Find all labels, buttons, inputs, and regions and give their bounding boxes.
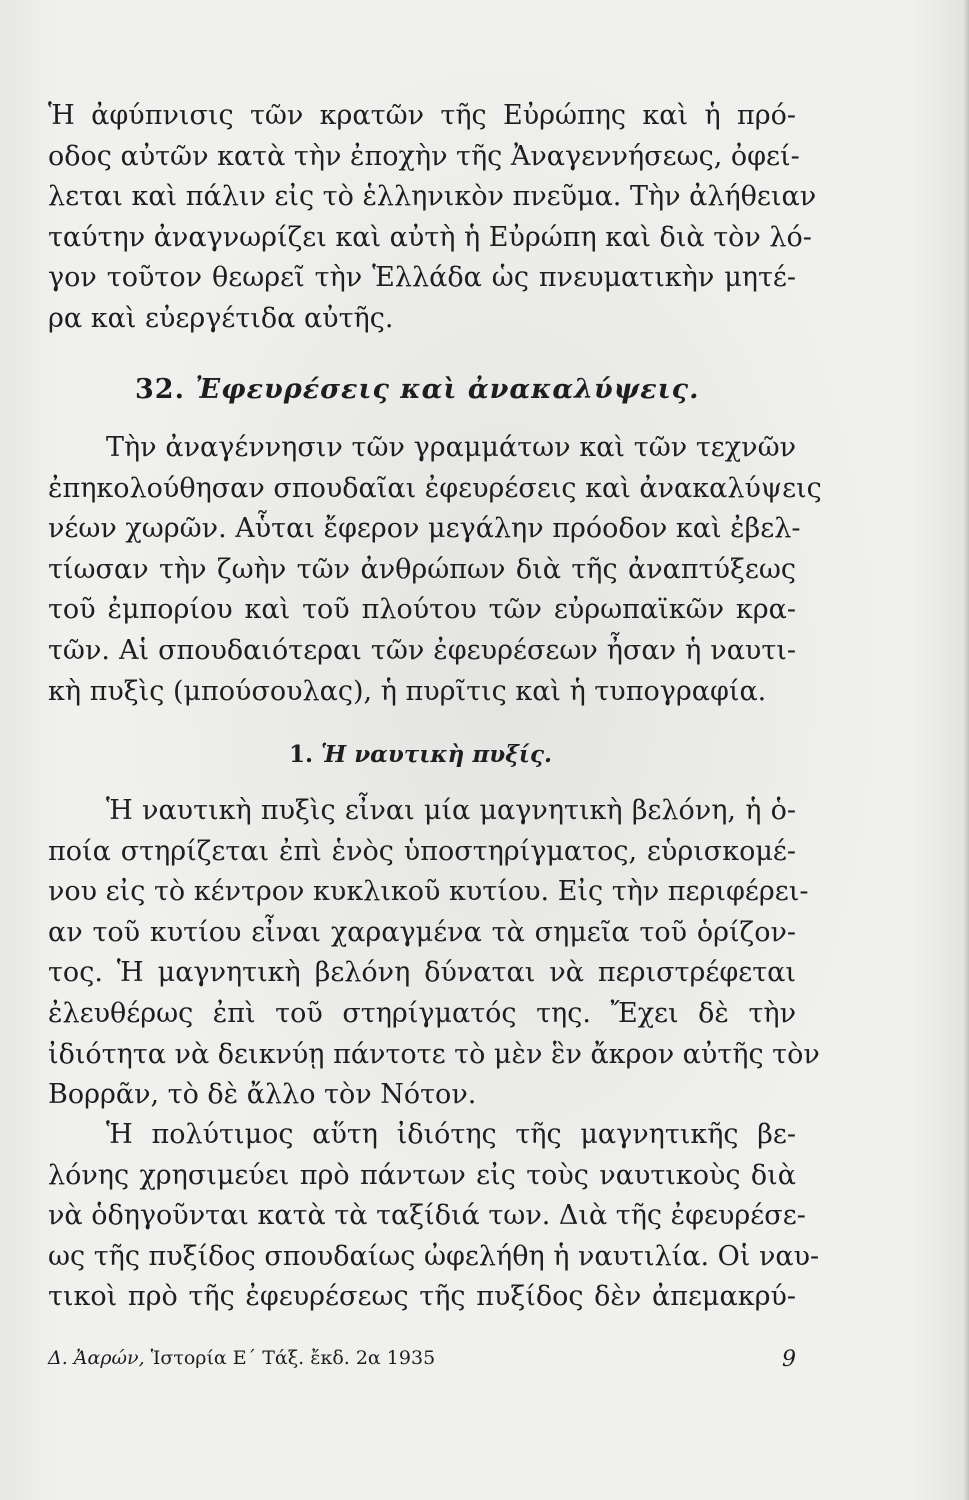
text-line: ρα καὶ εὐεργέτιδα αὐτῆς. xyxy=(48,302,394,334)
text-line: Ἡ πολύτιμος αὕτη ἰδιότης τῆς μαγνητικῆς βε- xyxy=(106,1119,796,1150)
paragraph-inventions xyxy=(48,428,822,712)
text-line: νου εἰς τὸ κέντρον κυκλικοῦ κυτίου. Εἰς τὴν περιφέρει- xyxy=(48,876,809,908)
text-line: ως τῆς πυξίδος σπουδαίως ὠφελήθη ἡ ναυτιλία. Οἱ ναυ- xyxy=(48,1240,820,1272)
text-line: ἐλευθέρως ἐπὶ τοῦ στηρίγματός της. Ἔχει δὲ τὴν xyxy=(48,997,796,1029)
footer-edition: Ἱστορία Ε΄ Τάξ. ἔκδ. 2α 1935 xyxy=(150,1347,436,1369)
text-line: λεται καὶ πάλιν εἰς τὸ ἑλληνικὸν πνεῦμα. Τὴν ἀλήθειαν xyxy=(48,181,817,213)
text-line: λόνης χρησιμεύει πρὸ πάντων εἰς τοὺς ναυτικοὺς διὰ xyxy=(48,1159,796,1191)
section-title: Ἐφευρέσεις καὶ ἀνακαλύψεις. xyxy=(195,374,700,405)
text-line: ταύτην ἀναγνωρίζει καὶ αὐτὴ ἡ Εὐρώπη καὶ διὰ τὸν λό- xyxy=(48,221,812,253)
text-line: νὰ ὁδηγοῦνται κατὰ τὰ ταξίδιά των. Διὰ τῆς ἐφευρέσε- xyxy=(48,1200,806,1232)
section-heading xyxy=(135,374,700,405)
paragraph-compass xyxy=(48,791,820,1116)
text-line: τος. Ἡ μαγνητικὴ βελόνη δύναται νὰ περιστρέφεται xyxy=(48,957,796,989)
text-line: Τὴν ἀναγέννησιν τῶν γραμμάτων καὶ τῶν τεχνῶν xyxy=(106,432,796,463)
subsection-title: Ἡ ναυτικὴ πυξίς. xyxy=(321,741,552,768)
subsection-heading xyxy=(289,741,552,768)
page-number: 9 xyxy=(782,1347,796,1372)
page-edge-shadow xyxy=(963,0,969,1500)
text-line: τίωσαν τὴν ζωὴν τῶν ἀνθρώπων διὰ τῆς ἀναπτύξεως xyxy=(48,553,796,585)
text-line: Ἡ ἀφύπνισις τῶν κρατῶν τῆς Εὐρώπης καὶ ἡ πρό- xyxy=(48,100,796,131)
page-footer xyxy=(48,1347,796,1372)
text-line: γον τοῦτον θεωρεῖ τὴν Ἑλλάδα ὡς πνευματικὴν μητέ- xyxy=(48,262,796,294)
paragraph-compass-use xyxy=(48,1115,820,1318)
footer-author: Δ. Ἀαρών, xyxy=(48,1347,145,1369)
paragraph-intro xyxy=(48,96,817,340)
text-line: οδος αὐτῶν κατὰ τὴν ἐποχὴν τῆς Ἀναγεννήσεως, ὀφεί- xyxy=(48,140,800,172)
text-line: Ἡ ναυτικὴ πυξὶς εἶναι μία μαγνητικὴ βελόνη, ἡ ὁ- xyxy=(106,795,796,826)
text-line: τῶν. Αἱ σπουδαιότεραι τῶν ἐφευρέσεων ἦσαν ἡ ναυτι- xyxy=(48,634,796,666)
section-number: 32. xyxy=(135,374,185,405)
text-line: Βορρᾶν, τὸ δὲ ἄλλο τὸν Νότον. xyxy=(48,1079,477,1111)
text-line: τικοὶ πρὸ τῆς ἐφευρέσεως τῆς πυξίδος δὲν ἀπεμακρύ- xyxy=(48,1281,796,1313)
text-line: κὴ πυξὶς (μπούσουλας), ἡ πυρῖτις καὶ ἡ τυπογραφία. xyxy=(48,675,767,707)
subsection-number: 1. xyxy=(289,741,314,768)
text-line: ποία στηρίζεται ἐπὶ ἑνὸς ὑποστηρίγματος, εὑρισκομέ- xyxy=(48,835,796,867)
text-line: ἰδιότητα νὰ δεικνύῃ πάντοτε τὸ μὲν ἓν ἄκρον αὐτῆς τὸν xyxy=(48,1038,820,1070)
text-line: αν τοῦ κυτίου εἶναι χαραγμένα τὰ σημεῖα τοῦ ὁρίζον- xyxy=(48,916,796,948)
text-line: τοῦ ἐμπορίου καὶ τοῦ πλούτου τῶν εὐρωπαϊκῶν κρα- xyxy=(48,594,796,626)
text-line: ἐπηκολούθησαν σπουδαῖαι ἐφευρέσεις καὶ ἀνακαλύψεις xyxy=(48,472,822,504)
text-line: νέων χωρῶν. Αὗται ἔφερον μεγάλην πρόοδον καὶ ἐβελ- xyxy=(48,513,801,545)
